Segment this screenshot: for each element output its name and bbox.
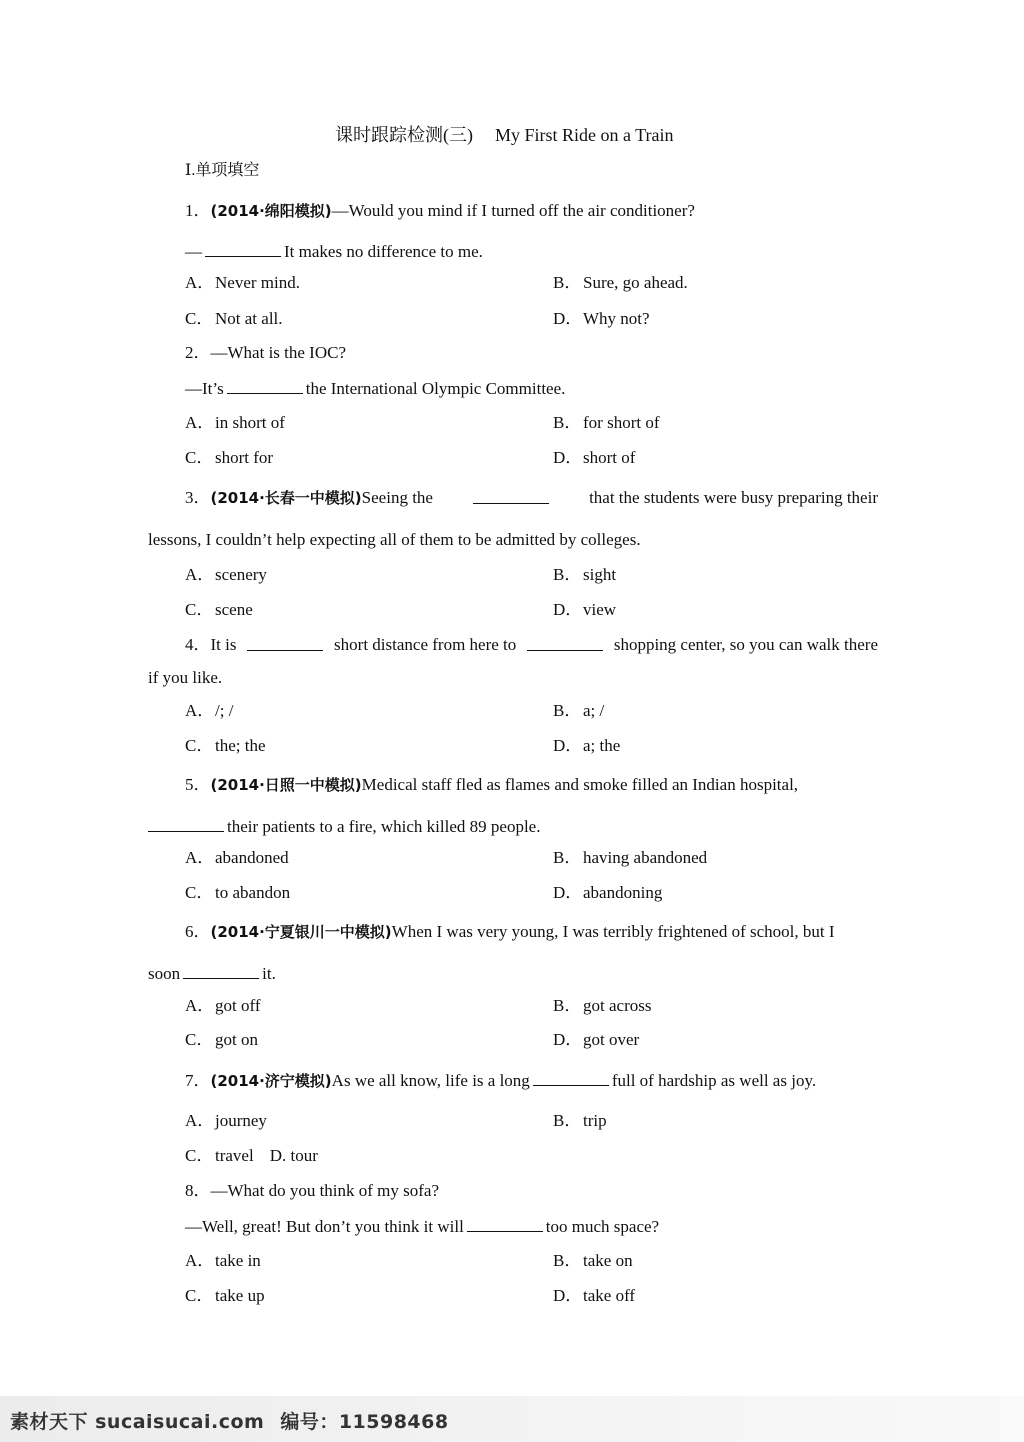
option-label: B． bbox=[553, 996, 582, 1015]
question-text: Medical staff fled as flames and smoke filled an Indian hospital, bbox=[361, 775, 799, 794]
question-source: (2014·日照一中模拟) bbox=[210, 776, 362, 794]
question-8-response bbox=[185, 1215, 659, 1238]
option-text: view bbox=[583, 600, 617, 619]
option-text: scene bbox=[215, 600, 253, 619]
response-text: It makes no difference to me. bbox=[284, 242, 483, 261]
question-6 bbox=[185, 921, 835, 943]
option-text: abandoned bbox=[215, 848, 289, 867]
question-2 bbox=[185, 342, 346, 364]
option-text: /; / bbox=[215, 701, 234, 720]
option-text: Never mind. bbox=[215, 273, 300, 292]
page-title bbox=[335, 124, 674, 146]
question-6-continued bbox=[148, 962, 276, 985]
option-label: B． bbox=[553, 413, 582, 432]
question-text: Seeing the bbox=[361, 488, 433, 507]
option-text: Why not? bbox=[583, 309, 650, 328]
option-label: C． bbox=[185, 309, 214, 328]
q7-option-c-d bbox=[185, 1145, 318, 1167]
section-heading: Ⅰ.单项填空 bbox=[185, 162, 260, 179]
title-chinese: 课时跟踪检测(三) bbox=[335, 125, 473, 145]
question-text: —What do you think of my sofa? bbox=[210, 1181, 440, 1200]
option-label: C． bbox=[185, 883, 214, 902]
question-text: —What is the IOC? bbox=[210, 343, 346, 362]
question-8 bbox=[185, 1180, 439, 1202]
option-label: B． bbox=[553, 701, 582, 720]
option-label: B． bbox=[553, 848, 582, 867]
q2-option-c bbox=[185, 447, 273, 469]
q3-option-a bbox=[185, 564, 267, 586]
option-text: got across bbox=[583, 996, 652, 1015]
option-label: C． bbox=[185, 736, 214, 755]
response-prefix: — bbox=[185, 242, 202, 261]
q3-option-b bbox=[553, 564, 616, 586]
option-label: D． bbox=[553, 883, 583, 902]
question-number: 3． bbox=[185, 488, 211, 507]
option-text: take in bbox=[215, 1251, 261, 1270]
question-1-response bbox=[185, 240, 483, 263]
option-text: got off bbox=[215, 996, 261, 1015]
question-text: As we all know, life is a long bbox=[331, 1071, 530, 1090]
option-label: A． bbox=[185, 701, 215, 720]
q5-option-b bbox=[553, 847, 707, 869]
q6-option-a bbox=[185, 995, 261, 1017]
q1-option-c bbox=[185, 308, 283, 330]
q2-option-d bbox=[553, 447, 635, 469]
option-text: travel bbox=[215, 1146, 254, 1165]
question-5 bbox=[185, 774, 798, 796]
option-text: take off bbox=[583, 1286, 636, 1305]
q2-option-a bbox=[185, 412, 285, 434]
option-label: B． bbox=[553, 565, 582, 584]
q3-option-c bbox=[185, 599, 253, 621]
option-text: in short of bbox=[215, 413, 285, 432]
title-english: My First Ride on a Train bbox=[495, 125, 674, 145]
option-text: journey bbox=[215, 1111, 267, 1130]
option-label: C． bbox=[185, 1030, 214, 1049]
option-label: B． bbox=[553, 1111, 582, 1130]
option-text: a; / bbox=[583, 701, 605, 720]
option-label: B． bbox=[553, 273, 582, 292]
q5-option-a bbox=[185, 847, 289, 869]
option-text: got on bbox=[215, 1030, 258, 1049]
watermark-site: 素材天下 sucaisucai.com bbox=[10, 1411, 265, 1433]
question-source: (2014·绵阳模拟) bbox=[210, 202, 332, 220]
answer-blank bbox=[533, 1069, 609, 1086]
response-prefix: —It’s bbox=[185, 379, 224, 398]
q8-option-a bbox=[185, 1250, 261, 1272]
q8-option-c bbox=[185, 1285, 265, 1307]
q7-option-a bbox=[185, 1110, 267, 1132]
option-text: scenery bbox=[215, 565, 267, 584]
q5-option-d bbox=[553, 882, 662, 904]
question-text: When I was very young, I was terribly frightened of school, but I bbox=[391, 922, 835, 941]
response-text: too much space? bbox=[545, 1217, 660, 1236]
question-text: It is bbox=[210, 635, 237, 654]
question-text-continued: their patients to a fire, which killed 89 people. bbox=[227, 817, 541, 836]
q1-option-d bbox=[553, 308, 650, 330]
q6-option-c bbox=[185, 1029, 258, 1051]
option-label: D． bbox=[553, 600, 583, 619]
question-text-continued: soon bbox=[148, 964, 181, 983]
option-text: short for bbox=[215, 448, 274, 467]
question-source: (2014·长春一中模拟) bbox=[210, 489, 362, 507]
option-text: abandoning bbox=[583, 883, 663, 902]
q4-option-a bbox=[185, 700, 233, 722]
answer-blank bbox=[205, 240, 281, 257]
question-text-continued: that the students were busy preparing their bbox=[589, 488, 878, 507]
question-3-continued: lessons, I couldn’t help expecting all of them to be admitted by colleges. bbox=[148, 530, 641, 549]
q3-option-d bbox=[553, 599, 616, 621]
option-text: Not at all. bbox=[215, 309, 283, 328]
option-label: A． bbox=[185, 565, 215, 584]
watermark-id: 编号：11598468 bbox=[280, 1411, 449, 1433]
option-label: A． bbox=[185, 1251, 215, 1270]
option-text: for short of bbox=[583, 413, 660, 432]
question-1 bbox=[185, 200, 695, 222]
question-text-continued: shopping center, so you can walk there bbox=[613, 635, 878, 654]
question-source: (2014·宁夏银川一中模拟) bbox=[210, 923, 392, 941]
option-label: D． bbox=[553, 736, 583, 755]
question-4 bbox=[185, 634, 878, 656]
question-number: 1． bbox=[185, 201, 211, 220]
option-label: D． bbox=[553, 309, 583, 328]
option-label: A． bbox=[185, 848, 215, 867]
option-label: C． bbox=[185, 600, 214, 619]
question-3 bbox=[185, 487, 878, 509]
response-text: the International Olympic Committee. bbox=[305, 379, 566, 398]
option-label: D． bbox=[553, 448, 583, 467]
q4-option-d bbox=[553, 735, 620, 757]
question-4-continued: if you like. bbox=[148, 668, 223, 687]
option-label: C． bbox=[185, 1146, 214, 1165]
question-text-middle: short distance from here to bbox=[334, 635, 517, 654]
option-text: take on bbox=[583, 1251, 633, 1270]
q4-option-b bbox=[553, 700, 604, 722]
question-text-continued: full of hardship as well as joy. bbox=[611, 1071, 817, 1090]
option-label: D． bbox=[553, 1286, 583, 1305]
q8-option-d bbox=[553, 1285, 635, 1307]
option-text: trip bbox=[583, 1111, 607, 1130]
question-source: (2014·济宁模拟) bbox=[210, 1072, 332, 1090]
answer-blank bbox=[247, 634, 323, 651]
q2-option-b bbox=[553, 412, 659, 434]
option-label: C． bbox=[185, 448, 214, 467]
option-text: sight bbox=[583, 565, 617, 584]
q1-option-a bbox=[185, 272, 300, 294]
question-5-continued bbox=[148, 815, 540, 838]
option-label: D． bbox=[553, 1030, 583, 1049]
question-number: 2． bbox=[185, 343, 211, 362]
question-number: 7． bbox=[185, 1071, 211, 1090]
option-text: got over bbox=[583, 1030, 640, 1049]
question-number: 8． bbox=[185, 1181, 211, 1200]
question-2-response bbox=[185, 377, 565, 400]
watermark-text bbox=[10, 1407, 449, 1434]
option-label: A． bbox=[185, 996, 215, 1015]
q5-option-c bbox=[185, 882, 290, 904]
answer-blank bbox=[527, 634, 603, 651]
question-number: 5． bbox=[185, 775, 211, 794]
question-text: —Would you mind if I turned off the air conditioner? bbox=[331, 201, 695, 220]
option-text: a; the bbox=[583, 736, 621, 755]
q1-option-b bbox=[553, 272, 688, 294]
question-7 bbox=[185, 1069, 816, 1092]
q4-option-c bbox=[185, 735, 266, 757]
q6-option-b bbox=[553, 995, 651, 1017]
q6-option-d bbox=[553, 1029, 639, 1051]
option-text: short of bbox=[583, 448, 636, 467]
answer-blank bbox=[473, 487, 549, 504]
question-text-end: it. bbox=[262, 964, 276, 983]
option-label: A． bbox=[185, 273, 215, 292]
response-prefix: —Well, great! But don’t you think it will bbox=[185, 1217, 464, 1236]
answer-blank bbox=[467, 1215, 543, 1232]
option-label: B． bbox=[553, 1251, 582, 1270]
option-text: having abandoned bbox=[583, 848, 708, 867]
option-text: take up bbox=[215, 1286, 265, 1305]
option-label: A． bbox=[185, 1111, 215, 1130]
answer-blank bbox=[148, 815, 224, 832]
option-text: Sure, go ahead. bbox=[583, 273, 688, 292]
answer-blank bbox=[227, 377, 303, 394]
question-number: 6． bbox=[185, 922, 211, 941]
option-text: to abandon bbox=[215, 883, 291, 902]
option-label: C． bbox=[185, 1286, 214, 1305]
answer-blank bbox=[183, 962, 259, 979]
option-d-inline: D. tour bbox=[269, 1146, 318, 1165]
q8-option-b bbox=[553, 1250, 633, 1272]
option-text: the; the bbox=[215, 736, 266, 755]
option-label: A． bbox=[185, 413, 215, 432]
q7-option-b bbox=[553, 1110, 607, 1132]
question-number: 4． bbox=[185, 635, 211, 654]
